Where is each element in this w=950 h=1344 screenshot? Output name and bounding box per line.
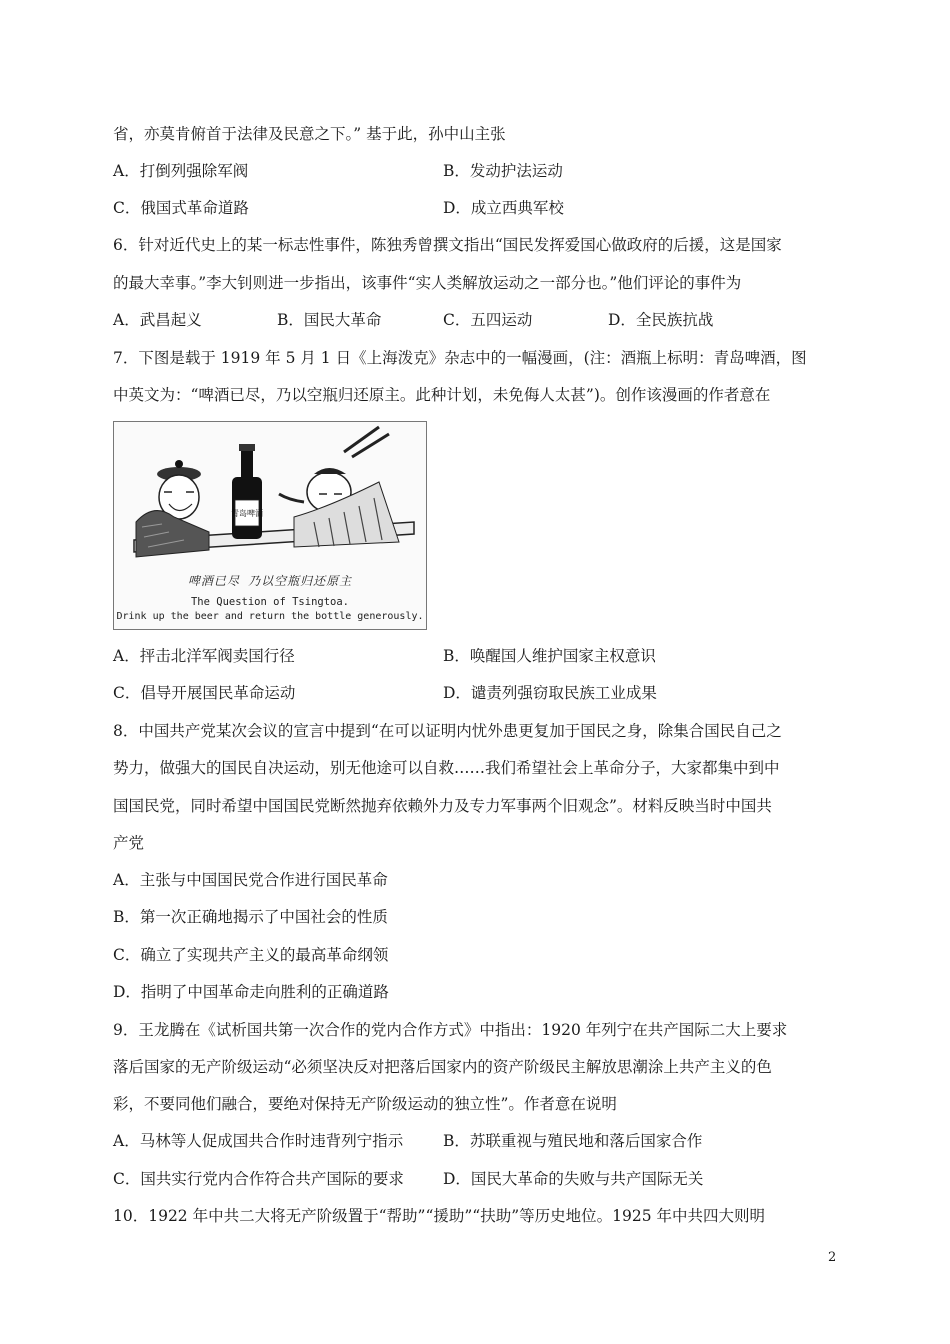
q5-option-a: A．打倒列强除军阀 bbox=[113, 162, 249, 180]
question-8-line-2: 势力，做强大的国民自决运动，别无他途可以自救……我们希望社会上革命分子，大家都集中到中 bbox=[113, 759, 780, 777]
question-8-line-1: 8．中国共产党某次会议的宣言中提到“在可以证明内忧外患更复加于国民之身，除集合国民自己之 bbox=[113, 722, 782, 740]
cartoon-image bbox=[113, 421, 427, 630]
question-5-tail: 省，亦莫肯俯首于法律及民意之下。” 基于此，孙中山主张 bbox=[113, 125, 506, 143]
question-9-line-3: 彩，不要同他们融合，要绝对保持无产阶级运动的独立性”。作者意在说明 bbox=[113, 1095, 617, 1113]
q6-option-c: C．五四运动 bbox=[443, 311, 533, 329]
q9-option-c: C．国共实行党内合作符合共产国际的要求 bbox=[113, 1170, 404, 1188]
question-7-line-1: 7．下图是载于 1919 年 5 月 1 日《上海泼克》杂志中的一幅漫画，(注：酒瓶上标明：青岛啤酒，图 bbox=[113, 349, 807, 367]
q6-option-b: B．国民大革命 bbox=[277, 311, 382, 329]
q7-option-d: D．谴责列强窃取民族工业成果 bbox=[443, 684, 657, 702]
q8-option-a: A．主张与中国国民党合作进行国民革命 bbox=[113, 871, 388, 889]
q9-option-b: B．苏联重视与殖民地和落后国家合作 bbox=[443, 1132, 703, 1150]
question-10-line-1: 10．1922 年中共二大将无产阶级置于“帮助”“援助”“扶助”等历史地位。1925 年中共四大则明 bbox=[113, 1207, 766, 1225]
q5-option-b: B．发动护法运动 bbox=[443, 162, 563, 180]
page-number: 2 bbox=[828, 1250, 837, 1265]
q9-option-a: A．马林等人促成国共合作时违背列宁指示 bbox=[113, 1132, 404, 1150]
question-8-line-4: 产党 bbox=[113, 834, 145, 852]
q8-option-d: D．指明了中国革命走向胜利的正确道路 bbox=[113, 983, 389, 1001]
question-6-line-2: 的最大幸事。”李大钊则进一步指出，该事件“实人类解放运动之一部分也。”他们评论的事件为 bbox=[113, 274, 742, 292]
question-6-line-1: 6．针对近代史上的某一标志性事件，陈独秀曾撰文指出“国民发挥爱国心做政府的后援，这是国家 bbox=[113, 236, 782, 254]
bottle-label-text: 青岛啤酒 bbox=[231, 509, 263, 518]
q7-option-a: A．抨击北洋军阀卖国行径 bbox=[113, 647, 295, 665]
question-9-line-2: 落后国家的无产阶级运动“必须坚决反对把落后国家内的资产阶级民主解放思潮涂上共产主义的色 bbox=[113, 1058, 772, 1076]
question-9-line-1: 9．王龙腾在《试析国共第一次合作的党内合作方式》中指出：1920 年列宁在共产国际二大上要求 bbox=[113, 1021, 788, 1039]
question-8-line-3: 国国民党，同时希望中国国民党断然抛弃依赖外力及专力军事两个旧观念”。材料反映当时中国共 bbox=[113, 797, 772, 815]
q5-option-c: C．俄国式革命道路 bbox=[113, 199, 249, 217]
q7-option-c: C．倡导开展国民革命运动 bbox=[113, 684, 296, 702]
question-7-line-2: 中英文为：“啤酒已尽，乃以空瓶归还原主。此种计划，未免侮人太甚”)。创作该漫画的作者意在 bbox=[113, 386, 771, 404]
cartoon-caption-chinese: 啤酒已尽 乃以空瓶归还原主 bbox=[187, 574, 353, 588]
cartoon-caption-subtitle: Drink up the beer and return the bottle generously. bbox=[116, 611, 424, 622]
q7-option-b: B．唤醒国人维护国家主权意识 bbox=[443, 647, 656, 665]
q6-option-d: D．全民族抗战 bbox=[608, 311, 714, 329]
cartoon-drawing bbox=[114, 422, 426, 572]
q5-option-d: D．成立西典军校 bbox=[443, 199, 564, 217]
q8-option-b: B．第一次正确地揭示了中国社会的性质 bbox=[113, 908, 388, 926]
q6-option-a: A．武昌起义 bbox=[113, 311, 202, 329]
cartoon-caption-title: The Question of Tsingtoa. bbox=[190, 596, 350, 608]
q8-option-c: C．确立了实现共产主义的最高革命纲领 bbox=[113, 946, 389, 964]
q9-option-d: D．国民大革命的失败与共产国际无关 bbox=[443, 1170, 704, 1188]
